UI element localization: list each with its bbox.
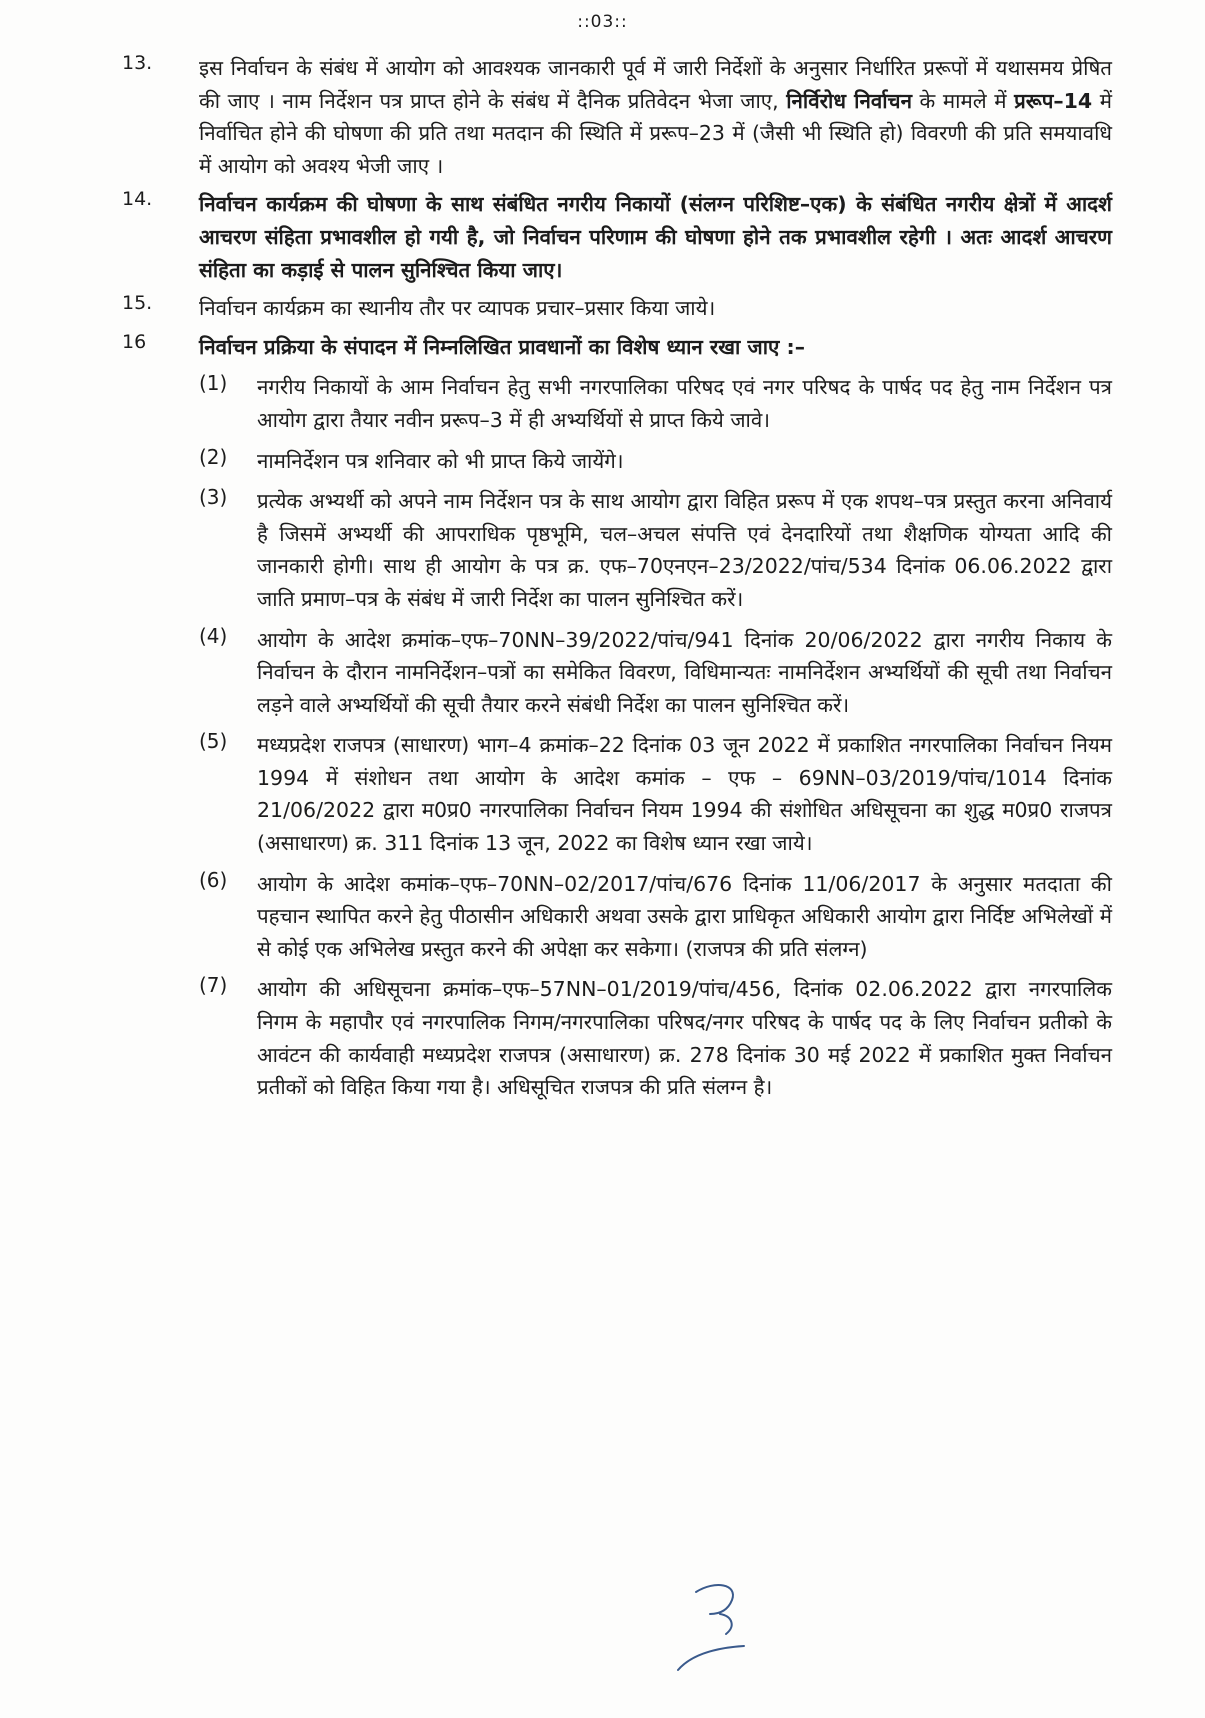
subclause-number: (1) bbox=[199, 371, 228, 396]
subclause-text: नगरीय निकायों के आम निर्वाचन हेतु सभी नगरपालिका परिषद एवं नगर परिषद के पार्षद पद हेतु नाम निर्देशन पत्र आयोग द्वारा तैयार नवीन प्ररूप–3 में ही अभ्यर्थियों से प्राप्त किये जावे। bbox=[257, 375, 1112, 432]
subclause-number: (4) bbox=[199, 623, 228, 648]
subclause-6 bbox=[199, 868, 1112, 966]
subclause-number: (2) bbox=[199, 444, 228, 469]
subclause-text: आयोग की अधिसूचना क्रमांक–एफ–57NN–01/2019/पांच/456, दिनांक 02.06.2022 द्वारा नगरपालिक निगम के महापौर एवं नगरपालिक निगम/नगरपालिका परिषद/नगर परिषद के पार्षद पद के लिए निर्वाचन प्रतीको के आवंटन की कार्यवाही मध्यप्रदेश राजपत्र (असाधारण) क्र. 278 दिनांक 30 मई 2022 में प्रकाशित मुक्त निर्वाचन प्रतीकों को विहित किया गया है। अधिसूचित राजपत्र की प्रति संलग्न है। bbox=[257, 977, 1112, 1100]
clause-15 bbox=[122, 292, 1112, 325]
handwritten-signature bbox=[660, 1570, 800, 1680]
document-body bbox=[122, 52, 1112, 1110]
clause-text-segment: इस निर्वाचन के संबंध में आयोग को आवश्यक जानकारी पूर्व में जारी निर्देशों के अनुसार निर्धारित प्ररूपों में यथासमय प्रेषित की जाए । नाम निर्देशन पत्र प्राप्त होने के संबंध में दैनिक प्रतिवेदन भेजा जाए, bbox=[199, 56, 1112, 113]
subclause-text: मध्यप्रदेश राजपत्र (साधारण) भाग–4 क्रमांक–22 दिनांक 03 जून 2022 में प्रकाशित नगरपालिका निर्वाचन नियम 1994 में संशोधन तथा आयोग के आदेश कमांक – एफ – 69NN–03/2019/पांच/1014 दिनांक 21/06/2022 द्वारा म0प्र0 नगरपालिका निर्वाचन नियम 1994 की संशोधित अधिसूचना का शुद्ध म0प्र0 राजपत्र (असाधारण) क्र. 311 दिनांक 13 जून, 2022 का विशेष ध्यान रखा जाये। bbox=[257, 733, 1112, 856]
clause-text-segment: के मामले में bbox=[911, 88, 1015, 113]
clause-text-segment: में निर्वाचित होने की घोषणा की प्रति तथा मतदान की स्थिति में प्ररूप–23 में (जैसी भी स्थिति हो) विवरणी की प्रति समयावधि में आयोग को अवश्य भेजी जाए । bbox=[199, 88, 1112, 178]
subclause-5 bbox=[199, 729, 1112, 859]
clause-16 bbox=[122, 331, 1112, 1104]
subclause-text: आयोग के आदेश कमांक–एफ–70NN–02/2017/पांच/676 दिनांक 11/06/2017 के अनुसार मतदाता की पहचान स्थापित करने हेतु पीठासीन अधिकारी अथवा उसके द्वारा प्राधिकृत अधिकारी आयोग द्वारा निर्दिष्ट अभिलेखों में से कोई एक अभिलेख प्रस्तुत करने की अपेक्षा कर सकेगा। (राजपत्र की प्रति संलग्न) bbox=[257, 871, 1112, 961]
subclause-2 bbox=[199, 445, 1112, 478]
clause-text-bold-segment: निर्विरोध निर्वाचन bbox=[786, 88, 912, 113]
subclause-number: (6) bbox=[199, 867, 228, 892]
subclause-3 bbox=[199, 485, 1112, 615]
clause-number: 16 bbox=[122, 330, 147, 353]
clause-text bbox=[199, 52, 1112, 182]
clause-text-bold-segment: प्ररूप–14 bbox=[1014, 88, 1093, 113]
subclause-4 bbox=[199, 624, 1112, 722]
subclause-number: (3) bbox=[199, 485, 228, 510]
clause-text: निर्वाचन कार्यक्रम की घोषणा के साथ संबंधित नगरीय निकायों (संलग्न परिशिष्ट–एक) के संबंधित नगरीय क्षेत्रों में आदर्श आचरण संहिता प्रभावशील हो गयी है, जो निर्वाचन परिणाम की घोषणा होने तक प्रभावशील रहेगी । अतः आदर्श आचरण संहिता का कड़ाई से पालन सुनिश्चित किया जाए। bbox=[199, 192, 1112, 282]
subclause-text: नामनिर्देशन पत्र शनिवार को भी प्राप्त किये जायेंगे। bbox=[257, 448, 624, 473]
subclause-number: (5) bbox=[199, 729, 228, 754]
clause-number: 13. bbox=[122, 52, 153, 74]
clause-13 bbox=[122, 52, 1112, 182]
subclause-number: (7) bbox=[199, 973, 228, 998]
subclause-1 bbox=[199, 371, 1112, 436]
clause-14 bbox=[122, 188, 1112, 286]
clause-number: 15. bbox=[122, 292, 153, 315]
clause-text: निर्वाचन कार्यक्रम का स्थानीय तौर पर व्यापक प्रचार–प्रसार किया जाये। bbox=[199, 296, 716, 321]
subclause-text: प्रत्येक अभ्यर्थी को अपने नाम निर्देशन पत्र के साथ आयोग द्वारा विहित प्ररूप में एक शपथ–पत्र प्रस्तुत करना अनिवार्य है जिसमें अभ्यर्थी की आपराधिक पृष्ठभूमि, चल–अचल संपत्ति एवं देनदारियों तथा शैक्षणिक योग्यता आदि की जानकारी होगी। साथ ही आयोग के पत्र क्र. एफ–70एनएन–23/2022/पांच/534 दिनांक 06.06.2022 द्वारा जाति प्रमाण–पत्र के संबंध में जारी निर्देश का पालन सुनिश्चित करें। bbox=[257, 489, 1112, 611]
page-number: ::03:: bbox=[577, 12, 628, 32]
subclause-7 bbox=[199, 973, 1112, 1103]
clause-number: 14. bbox=[122, 188, 153, 211]
clause-text: निर्वाचन प्रक्रिया के संपादन में निम्नलिखित प्रावधानों का विशेष ध्यान रखा जाए :– bbox=[199, 334, 805, 359]
subclause-text: आयोग के आदेश क्रमांक–एफ–70NN–39/2022/पांच/941 दिनांक 20/06/2022 द्वारा नगरीय निकाय के निर्वाचन के दौरान नामनिर्देशन–पत्रों का समेकित विवरण, विधिमान्यतः नामनिर्देशन अभ्यर्थियों की सूची तथा निर्वाचन लड़ने वाले अभ्यर्थियों की सूची तैयार करने संबंधी निर्देश का पालन सुनिश्चित करें। bbox=[257, 627, 1112, 717]
